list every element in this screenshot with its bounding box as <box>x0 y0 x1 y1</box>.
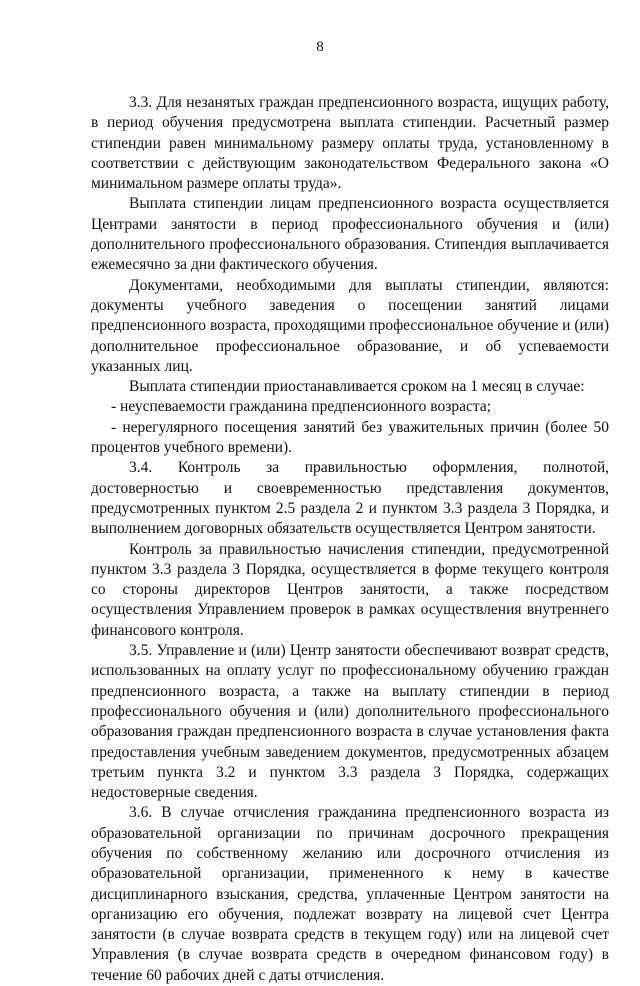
list-item-irregular-attendance: - нерегулярного посещения занятий без уважительных причин (более 50 процентов учебного времени). <box>91 418 609 457</box>
paragraph-3-6: 3.6. В случае отчисления гражданина предпенсионного возраста из образовательной организации по причинам досрочного прекращения обучения по собственному желанию или досрочного отчисления из образовательной организации, примененного к нему в качестве дисциплинарного взыскания, средства, уплаченные Центром занятости на организацию его обучения, подлежат возврату на лицевой счет Центра занятости (в случае возврата средств в текущем году) или на лицевой счет Управления (в случае возврата средств в очередном финансовом году) в течение 60 рабочих дней с даты отчисления. <box>91 804 609 984</box>
paragraph-3-4: 3.4. Контроль за правильностью оформления, полнотой, достоверностью и своевременностью представления документов, предусмотренных пунктом 2.5 раздела 2 и пунктом 3.3 раздела 3 Порядка, и выполнением договорных обязательств осуществляется Центром занятости. <box>91 459 609 538</box>
paragraph-stipend-control: Контроль за правильностью начисления стипендии, предусмотренной пунктом 3.3 раздела 3 Порядка, осуществляется в форме текущего контроля со стороны директоров Центров занятости, а также посредством осуществления Управлением проверок в рамках осуществления внутреннего финансового контроля. <box>91 540 609 639</box>
list-item-poor-progress: - неуспеваемости гражданина предпенсионного возраста; <box>111 398 492 416</box>
paragraph-suspension: Выплата стипендии приостанавливается сроком на 1 месяц в случае: <box>129 378 585 396</box>
page-number: 8 <box>316 39 324 55</box>
paragraph-stipend-payment: Выплата стипендии лицам предпенсионного возраста осуществляется Центрами занятости в период профессионального обучения и (или) дополнительного профессионального образования. Стипендия выплачивается ежемесячно за дни фактического обучения. <box>91 195 609 274</box>
paragraph-3-5: 3.5. Управление и (или) Центр занятости обеспечивают возврат средств, использованных на оплату услуг по профессиональному обучению граждан предпенсионного возраста, а также на выплату стипендии в период профессионального обучения и (или) дополнительного профессионального образования граждан предпенсионного возраста в случае установления факта предоставления учебным заведением документов, предусмотренных абзацем третьим пункта 3.2 и пунктом 3.3 раздела 3 Порядка, содержащих недостоверные сведения. <box>91 642 609 802</box>
paragraph-required-documents: Документами, необходимыми для выплаты стипендии, являются: документы учебного заведения о посещении занятий лицами предпенсионного возраста, проходящими профессиональное обучение и (или) дополнительное профессиональное образование, и об успеваемости указанных лиц. <box>91 276 609 375</box>
paragraph-3-3: 3.3. Для незанятых граждан предпенсионного возраста, ищущих работу, в период обучения предусмотрена выплата стипендии. Расчетный размер стипендии равен минимальному размеру оплаты труда, установленному в соответствии с действующим законодательством Федерального закона «О минимальном размере оплаты труда». <box>91 94 609 193</box>
document-body <box>91 93 609 986</box>
